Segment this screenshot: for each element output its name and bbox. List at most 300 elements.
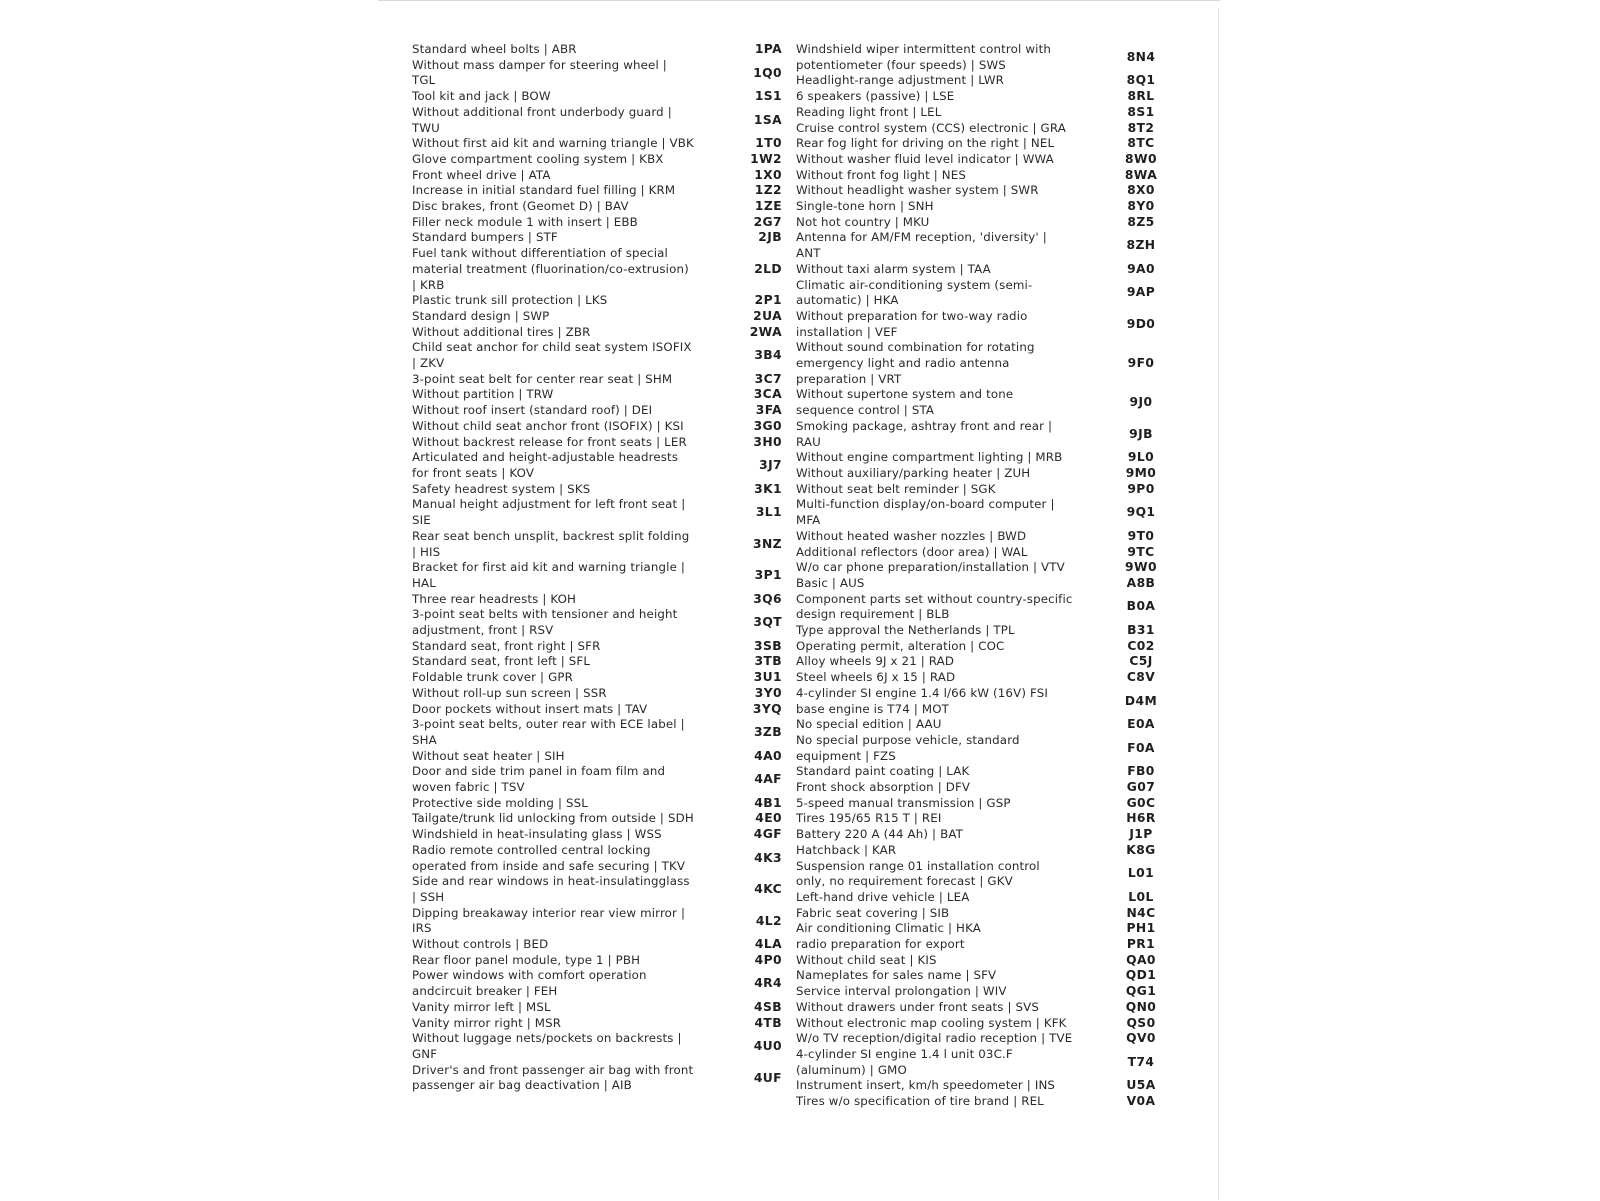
equipment-description: Rear seat bench unsplit, backrest split folding | HIS <box>412 528 690 559</box>
equipment-code: 3QT <box>753 615 782 630</box>
equipment-row <box>412 607 802 638</box>
equipment-code: 9W0 <box>1125 560 1157 575</box>
equipment-description: Multi-function display/on-board computer | MFA <box>796 497 1055 528</box>
equipment-row <box>796 733 1176 764</box>
equipment-code: 4AF <box>754 772 782 787</box>
equipment-row <box>796 796 1176 812</box>
equipment-description: Rear floor panel module, type 1 | PBH <box>412 952 641 967</box>
equipment-description: Standard wheel bolts | ABR <box>412 42 577 56</box>
equipment-row <box>796 199 1176 215</box>
equipment-description: Fuel tank without differentiation of special material treatment (fluorination/co-extrusion) | KRB <box>412 246 689 292</box>
equipment-code: PR1 <box>1126 937 1156 952</box>
equipment-description: Windshield in heat-insulating glass | WSS <box>412 827 662 842</box>
equipment-row <box>412 1016 802 1032</box>
equipment-description: Climatic air-conditioning system (semi-automatic) | HKA <box>796 277 1033 308</box>
equipment-row <box>796 1047 1176 1078</box>
equipment-description: Without child seat anchor front (ISOFIX) | KSI <box>412 418 684 433</box>
equipment-code: 3H0 <box>753 434 782 449</box>
equipment-row <box>412 937 802 953</box>
equipment-row <box>412 968 802 999</box>
equipment-code: 1S1 <box>754 89 782 104</box>
equipment-code: 3CA <box>753 387 782 402</box>
equipment-row <box>412 340 802 371</box>
equipment-description: Articulated and height-adjustable headrests for front seats | KOV <box>412 450 679 480</box>
equipment-code: FB0 <box>1127 764 1155 779</box>
equipment-row <box>796 890 1176 906</box>
equipment-code: L0L <box>1128 889 1154 904</box>
equipment-row <box>412 58 802 89</box>
equipment-row <box>796 623 1176 639</box>
equipment-description: Hatchback | KAR <box>796 842 897 857</box>
equipment-row <box>412 152 802 168</box>
equipment-row <box>796 419 1176 450</box>
equipment-code: 8W0 <box>1125 151 1157 166</box>
equipment-code: 3Q6 <box>753 591 782 606</box>
equipment-code: 4SB <box>754 999 782 1014</box>
equipment-row <box>796 309 1176 340</box>
equipment-row <box>796 984 1176 1000</box>
equipment-row <box>796 230 1176 261</box>
equipment-description: Without supertone system and tone sequence control | STA <box>796 387 1014 418</box>
equipment-code: QG1 <box>1125 984 1157 999</box>
equipment-row <box>796 843 1176 859</box>
equipment-row <box>412 827 802 843</box>
equipment-description: No special edition | AAU <box>796 717 942 732</box>
equipment-description: Vanity mirror left | MSL <box>412 999 551 1014</box>
equipment-code: A8B <box>1126 575 1156 590</box>
equipment-code: 1Z2 <box>754 183 782 198</box>
equipment-description: Standard paint coating | LAK <box>796 764 970 779</box>
equipment-description: Side and rear windows in heat-insulatingglass | SSH <box>412 874 690 904</box>
equipment-description: Air conditioning Climatic | HKA <box>796 921 981 936</box>
equipment-description: Without washer fluid level indicator | WWA <box>796 151 1054 166</box>
equipment-description: 5-speed manual transmission | GSP <box>796 795 1011 810</box>
equipment-description: Bracket for first aid kit and warning triangle | HAL <box>412 560 686 590</box>
equipment-row <box>796 717 1176 733</box>
equipment-row <box>412 136 802 152</box>
equipment-row <box>796 545 1176 561</box>
equipment-description: Driver's and front passenger air bag with front passenger air bag deactivation | AIB <box>412 1062 694 1093</box>
equipment-row <box>796 780 1176 796</box>
equipment-row <box>796 811 1176 827</box>
equipment-row <box>796 529 1176 545</box>
equipment-code: 3ZB <box>753 725 782 740</box>
equipment-code: N4C <box>1126 905 1156 920</box>
equipment-row <box>796 937 1176 953</box>
equipment-code: 3YQ <box>752 701 782 716</box>
equipment-description: Increase in initial standard fuel filling | KRM <box>412 183 676 198</box>
equipment-description: Disc brakes, front (Geomet D) | BAV <box>412 199 629 214</box>
equipment-row <box>412 183 802 199</box>
equipment-row <box>796 859 1176 890</box>
equipment-description: Tires 195/65 R15 T | REI <box>796 811 942 826</box>
equipment-description: Power windows with comfort operation andcircuit breaker | FEH <box>412 968 647 999</box>
equipment-row <box>796 73 1176 89</box>
equipment-description: Protective side molding | SSL <box>412 795 588 810</box>
equipment-description: Without headlight washer system | SWR <box>796 183 1039 198</box>
equipment-row <box>412 592 802 608</box>
equipment-row <box>412 1000 802 1016</box>
equipment-row <box>796 1078 1176 1094</box>
equipment-description: Front shock absorption | DFV <box>796 780 971 795</box>
equipment-code: 8Z5 <box>1127 214 1155 229</box>
equipment-row <box>412 42 802 58</box>
equipment-description: W/o car phone preparation/installation | VTV <box>796 560 1065 575</box>
equipment-code: 1W2 <box>750 151 782 166</box>
equipment-description: Without additional tires | ZBR <box>412 324 591 339</box>
equipment-code: 4P0 <box>754 952 782 967</box>
equipment-row <box>796 497 1176 528</box>
equipment-description: Without roll-up sun screen | SSR <box>412 685 607 700</box>
equipment-row <box>412 89 802 105</box>
equipment-code: 8X0 <box>1127 183 1155 198</box>
equipment-description: Without front fog light | NES <box>796 167 967 182</box>
equipment-description: Three rear headrests | KOH <box>412 591 577 606</box>
equipment-description: 3-point seat belt for center rear seat | SHM <box>412 371 673 386</box>
equipment-description: Without engine compartment lighting | MRB <box>796 450 1063 465</box>
equipment-row <box>412 387 802 403</box>
equipment-description: Tailgate/trunk lid unlocking from outside | SDH <box>412 811 694 826</box>
equipment-description: Safety headrest system | SKS <box>412 481 591 496</box>
equipment-code: 8T2 <box>1127 120 1155 135</box>
equipment-description: Standard design | SWP <box>412 308 550 323</box>
equipment-code: 4U0 <box>753 1039 782 1054</box>
equipment-code: 9AP <box>1126 285 1156 300</box>
equipment-description: Without roof insert (standard roof) | DEI <box>412 403 653 418</box>
equipment-description: Single-tone horn | SNH <box>796 199 934 214</box>
equipment-code: 2UA <box>753 308 782 323</box>
equipment-row <box>796 466 1176 482</box>
equipment-code: 3U1 <box>753 670 782 685</box>
equipment-description: Child seat anchor for child seat system ISOFIX | ZKV <box>412 340 692 371</box>
equipment-row <box>796 1000 1176 1016</box>
equipment-code: 8N4 <box>1126 49 1156 64</box>
equipment-code: 2P1 <box>754 293 782 308</box>
equipment-code: 8ZH <box>1126 238 1156 253</box>
equipment-description: Without additional front underbody guard | TWU <box>412 104 672 135</box>
equipment-row <box>796 42 1176 73</box>
equipment-description: 3-point seat belts with tensioner and height adjustment, front | RSV <box>412 607 678 638</box>
equipment-row <box>796 152 1176 168</box>
equipment-row <box>796 764 1176 780</box>
equipment-row <box>412 749 802 765</box>
equipment-code: 4B1 <box>754 795 782 810</box>
equipment-code: 2JB <box>758 230 782 245</box>
equipment-row <box>412 230 802 246</box>
equipment-row <box>412 325 802 341</box>
equipment-description: Without luggage nets/pockets on backrests | GNF <box>412 1031 682 1061</box>
equipment-code: D4M <box>1124 693 1158 708</box>
equipment-code: 3G0 <box>753 418 782 433</box>
equipment-description: Door and side trim panel in foam film and woven fabric | TSV <box>412 764 666 795</box>
equipment-row <box>796 576 1176 592</box>
equipment-code: 8Y0 <box>1127 199 1155 214</box>
equipment-code: 4KC <box>754 882 782 897</box>
equipment-description: Radio remote controlled central locking operated from inside and safe securing | TKV <box>412 842 686 873</box>
equipment-row <box>796 560 1176 576</box>
equipment-code: 9A0 <box>1127 261 1155 276</box>
equipment-description: Tool kit and jack | BOW <box>412 89 551 104</box>
equipment-row <box>796 387 1176 418</box>
equipment-code: 8WA <box>1124 167 1158 182</box>
equipment-description: Glove compartment cooling system | KBX <box>412 151 664 166</box>
equipment-code: 1PA <box>754 42 782 56</box>
equipment-row <box>796 953 1176 969</box>
equipment-description: Filler neck module 1 with insert | EBB <box>412 214 638 229</box>
equipment-description: Standard seat, front left | SFL <box>412 654 591 669</box>
equipment-description: Left-hand drive vehicle | LEA <box>796 889 970 904</box>
equipment-code: U5A <box>1126 1078 1156 1093</box>
equipment-row <box>412 1063 802 1094</box>
equipment-code: 9M0 <box>1125 465 1157 480</box>
equipment-code: 3FA <box>755 403 782 418</box>
equipment-row <box>796 183 1176 199</box>
equipment-row <box>796 215 1176 231</box>
equipment-description: Without controls | BED <box>412 937 549 952</box>
equipment-row <box>412 811 802 827</box>
equipment-description: Headlight-range adjustment | LWR <box>796 73 1005 88</box>
equipment-description: 6 speakers (passive) | LSE <box>796 89 955 104</box>
equipment-code: 4LA <box>754 937 782 952</box>
equipment-description: Service interval prolongation | WIV <box>796 984 1007 999</box>
equipment-code: K8G <box>1126 842 1156 857</box>
equipment-row <box>796 686 1176 717</box>
equipment-description: Without sound combination for rotating emergency light and radio antenna preparation | VRT <box>796 340 1035 386</box>
equipment-code: 9L0 <box>1127 450 1155 465</box>
equipment-description: Manual height adjustment for left front seat | SIE <box>412 497 686 528</box>
equipment-row <box>412 419 802 435</box>
equipment-code: E0A <box>1127 717 1155 732</box>
equipment-description: Suspension range 01 installation control only, no requirement forecast | GKV <box>796 858 1040 889</box>
equipment-row <box>796 278 1176 309</box>
equipment-row <box>412 372 802 388</box>
equipment-description: Without drawers under front seats | SVS <box>796 999 1039 1014</box>
equipment-code: B31 <box>1127 623 1155 638</box>
equipment-code: QN0 <box>1125 999 1157 1014</box>
equipment-description: Without first aid kit and warning triangle | VBK <box>412 136 694 151</box>
equipment-description: Nameplates for sales name | SFV <box>796 968 997 983</box>
equipment-description: Component parts set without country-specific design requirement | BLB <box>796 591 1073 622</box>
equipment-description: Steel wheels 6J x 15 | RAD <box>796 670 956 685</box>
equipment-row <box>412 199 802 215</box>
equipment-row <box>796 168 1176 184</box>
equipment-row <box>796 906 1176 922</box>
equipment-description: Battery 220 A (44 Ah) | BAT <box>796 827 963 842</box>
equipment-description: Standard bumpers | STF <box>412 230 558 245</box>
page-edge-shadow <box>1218 8 1219 1200</box>
equipment-row <box>412 686 802 702</box>
equipment-code: T74 <box>1127 1054 1155 1069</box>
equipment-description: Smoking package, ashtray front and rear | RAU <box>796 418 1053 449</box>
equipment-description: Rear fog light for driving on the right | NEL <box>796 136 1055 151</box>
equipment-code: H6R <box>1126 811 1156 826</box>
equipment-code: 1T0 <box>755 136 782 151</box>
equipment-row <box>412 105 802 136</box>
equipment-row <box>412 1031 802 1062</box>
equipment-description: Without seat heater | SIH <box>412 748 565 763</box>
equipment-code: 2WA <box>749 324 782 339</box>
equipment-code: 4TB <box>754 1015 782 1030</box>
equipment-row <box>412 293 802 309</box>
equipment-row <box>412 168 802 184</box>
equipment-description: Vanity mirror right | MSR <box>412 1015 562 1030</box>
equipment-description: Fabric seat covering | SIB <box>796 905 950 920</box>
equipment-code: QS0 <box>1126 1015 1156 1030</box>
equipment-description: Tires w/o specification of tire brand | REL <box>796 1094 1044 1109</box>
equipment-code: QA0 <box>1126 952 1156 967</box>
equipment-description: Instrument insert, km/h speedometer | INS <box>796 1078 1056 1093</box>
equipment-code: J1P <box>1129 827 1153 842</box>
equipment-description: Cruise control system (CCS) electronic | GRA <box>796 120 1066 135</box>
equipment-code: 3Y0 <box>754 685 782 700</box>
equipment-row <box>412 874 802 905</box>
equipment-code: QD1 <box>1125 968 1157 983</box>
equipment-code: C5J <box>1129 654 1153 669</box>
equipment-description: Without auxiliary/parking heater | ZUH <box>796 465 1031 480</box>
equipment-description: Type approval the Netherlands | TPL <box>796 623 1015 638</box>
equipment-code: 1Q0 <box>753 65 782 80</box>
equipment-code: 8S1 <box>1127 104 1155 119</box>
equipment-description: 4-cylinder SI engine 1.4 l/66 kW (16V) FSI base engine is T74 | MOT <box>796 685 1048 716</box>
equipment-code: 1SA <box>753 112 782 127</box>
equipment-code: 3B4 <box>754 348 782 363</box>
equipment-description: No special purpose vehicle, standard equipment | FZS <box>796 732 1020 763</box>
equipment-code: B0A <box>1126 599 1156 614</box>
equipment-list-right <box>796 42 1176 1110</box>
equipment-description: Reading light front | LEL <box>796 104 942 119</box>
equipment-row <box>412 717 802 748</box>
equipment-row <box>796 968 1176 984</box>
equipment-row <box>412 560 802 591</box>
equipment-code: 3NZ <box>753 536 782 551</box>
equipment-row <box>412 497 802 528</box>
equipment-description: Without taxi alarm system | TAA <box>796 261 991 276</box>
equipment-row <box>412 702 802 718</box>
equipment-description: Without backrest release for front seats | LER <box>412 434 687 449</box>
equipment-code: 4K3 <box>754 850 782 865</box>
equipment-code: 9Q1 <box>1126 505 1156 520</box>
equipment-code: 2G7 <box>753 214 782 229</box>
equipment-row <box>412 403 802 419</box>
equipment-code: C8V <box>1126 670 1156 685</box>
equipment-row <box>796 340 1176 387</box>
equipment-description: Windshield wiper intermittent control with potentiometer (four speeds) | SWS <box>796 42 1051 72</box>
equipment-code: 9T0 <box>1127 528 1155 543</box>
equipment-code: 8RL <box>1127 89 1155 104</box>
equipment-code: 9F0 <box>1127 356 1155 371</box>
equipment-code: L01 <box>1127 866 1155 881</box>
equipment-description: Door pockets without insert mats | TAV <box>412 701 648 716</box>
equipment-row <box>796 121 1176 137</box>
equipment-code: 9J0 <box>1129 395 1153 410</box>
equipment-row <box>796 654 1176 670</box>
equipment-row <box>796 639 1176 655</box>
equipment-code: PH1 <box>1126 921 1156 936</box>
equipment-code: 4UF <box>753 1070 782 1085</box>
equipment-description: radio preparation for export <box>796 937 965 952</box>
equipment-description: Without electronic map cooling system | KFK <box>796 1015 1067 1030</box>
equipment-code: G0C <box>1126 795 1156 810</box>
equipment-code: 3SB <box>754 638 782 653</box>
equipment-row <box>796 1016 1176 1032</box>
equipment-description: 3-point seat belts, outer rear with ECE label | SHA <box>412 717 685 747</box>
equipment-code: 4GF <box>753 827 782 842</box>
equipment-code: 9TC <box>1127 544 1155 559</box>
equipment-code: 3C7 <box>754 371 782 386</box>
equipment-description: Without seat belt reminder | SGK <box>796 481 996 496</box>
equipment-row <box>796 827 1176 843</box>
equipment-list-left <box>412 42 802 1094</box>
equipment-row <box>796 105 1176 121</box>
equipment-code: 9P0 <box>1127 481 1155 496</box>
equipment-code: 3TB <box>754 654 782 669</box>
equipment-row <box>796 1031 1176 1047</box>
equipment-code: 1X0 <box>754 167 782 182</box>
equipment-code: G07 <box>1126 780 1156 795</box>
equipment-description: Without partition | TRW <box>412 387 554 402</box>
equipment-description: Not hot country | MKU <box>796 214 930 229</box>
equipment-row <box>796 1094 1176 1110</box>
equipment-row <box>412 435 802 451</box>
equipment-code: 8TC <box>1127 136 1155 151</box>
equipment-row <box>796 921 1176 937</box>
equipment-row <box>796 89 1176 105</box>
equipment-code: 3J7 <box>759 458 782 473</box>
equipment-row <box>796 136 1176 152</box>
equipment-code: 9JB <box>1129 426 1153 441</box>
equipment-row <box>412 843 802 874</box>
equipment-row <box>412 654 802 670</box>
equipment-row <box>796 670 1176 686</box>
equipment-code: V0A <box>1126 1094 1156 1109</box>
equipment-description: 4-cylinder SI engine 1.4 l unit 03C.F (aluminum) | GMO <box>796 1047 1013 1077</box>
equipment-row <box>796 482 1176 498</box>
equipment-row <box>796 450 1176 466</box>
equipment-row <box>412 482 802 498</box>
equipment-row <box>796 262 1176 278</box>
equipment-row <box>412 670 802 686</box>
equipment-description: W/o TV reception/digital radio reception | TVE <box>796 1031 1073 1046</box>
equipment-row <box>412 639 802 655</box>
equipment-row <box>412 309 802 325</box>
equipment-description: Without preparation for two-way radio installation | VEF <box>796 308 1028 339</box>
equipment-code: 4R4 <box>754 976 782 991</box>
equipment-row <box>412 246 802 293</box>
equipment-description: Operating permit, alteration | COC <box>796 638 1005 653</box>
equipment-description: Plastic trunk sill protection | LKS <box>412 293 608 308</box>
equipment-code: QV0 <box>1126 1031 1156 1046</box>
equipment-code: 2LD <box>754 261 782 276</box>
equipment-code: 4A0 <box>754 748 782 763</box>
equipment-description: Standard seat, front right | SFR <box>412 638 601 653</box>
equipment-code: 1ZE <box>754 199 782 214</box>
equipment-row <box>412 529 802 560</box>
equipment-description: Without child seat | KIS <box>796 952 937 967</box>
equipment-code: 3K1 <box>754 481 782 496</box>
equipment-description: Foldable trunk cover | GPR <box>412 670 573 685</box>
equipment-code: C02 <box>1127 638 1155 653</box>
equipment-row <box>796 592 1176 623</box>
equipment-code: 3L1 <box>755 505 782 520</box>
equipment-row <box>412 906 802 937</box>
equipment-code: 4E0 <box>755 811 782 826</box>
equipment-row <box>412 450 802 481</box>
equipment-description: Without mass damper for steering wheel | TGL <box>412 57 667 88</box>
equipment-description: Front wheel drive | ATA <box>412 167 551 182</box>
equipment-description: Antenna for AM/FM reception, 'diversity' | ANT <box>796 230 1047 261</box>
equipment-row <box>412 764 802 795</box>
equipment-row <box>412 953 802 969</box>
